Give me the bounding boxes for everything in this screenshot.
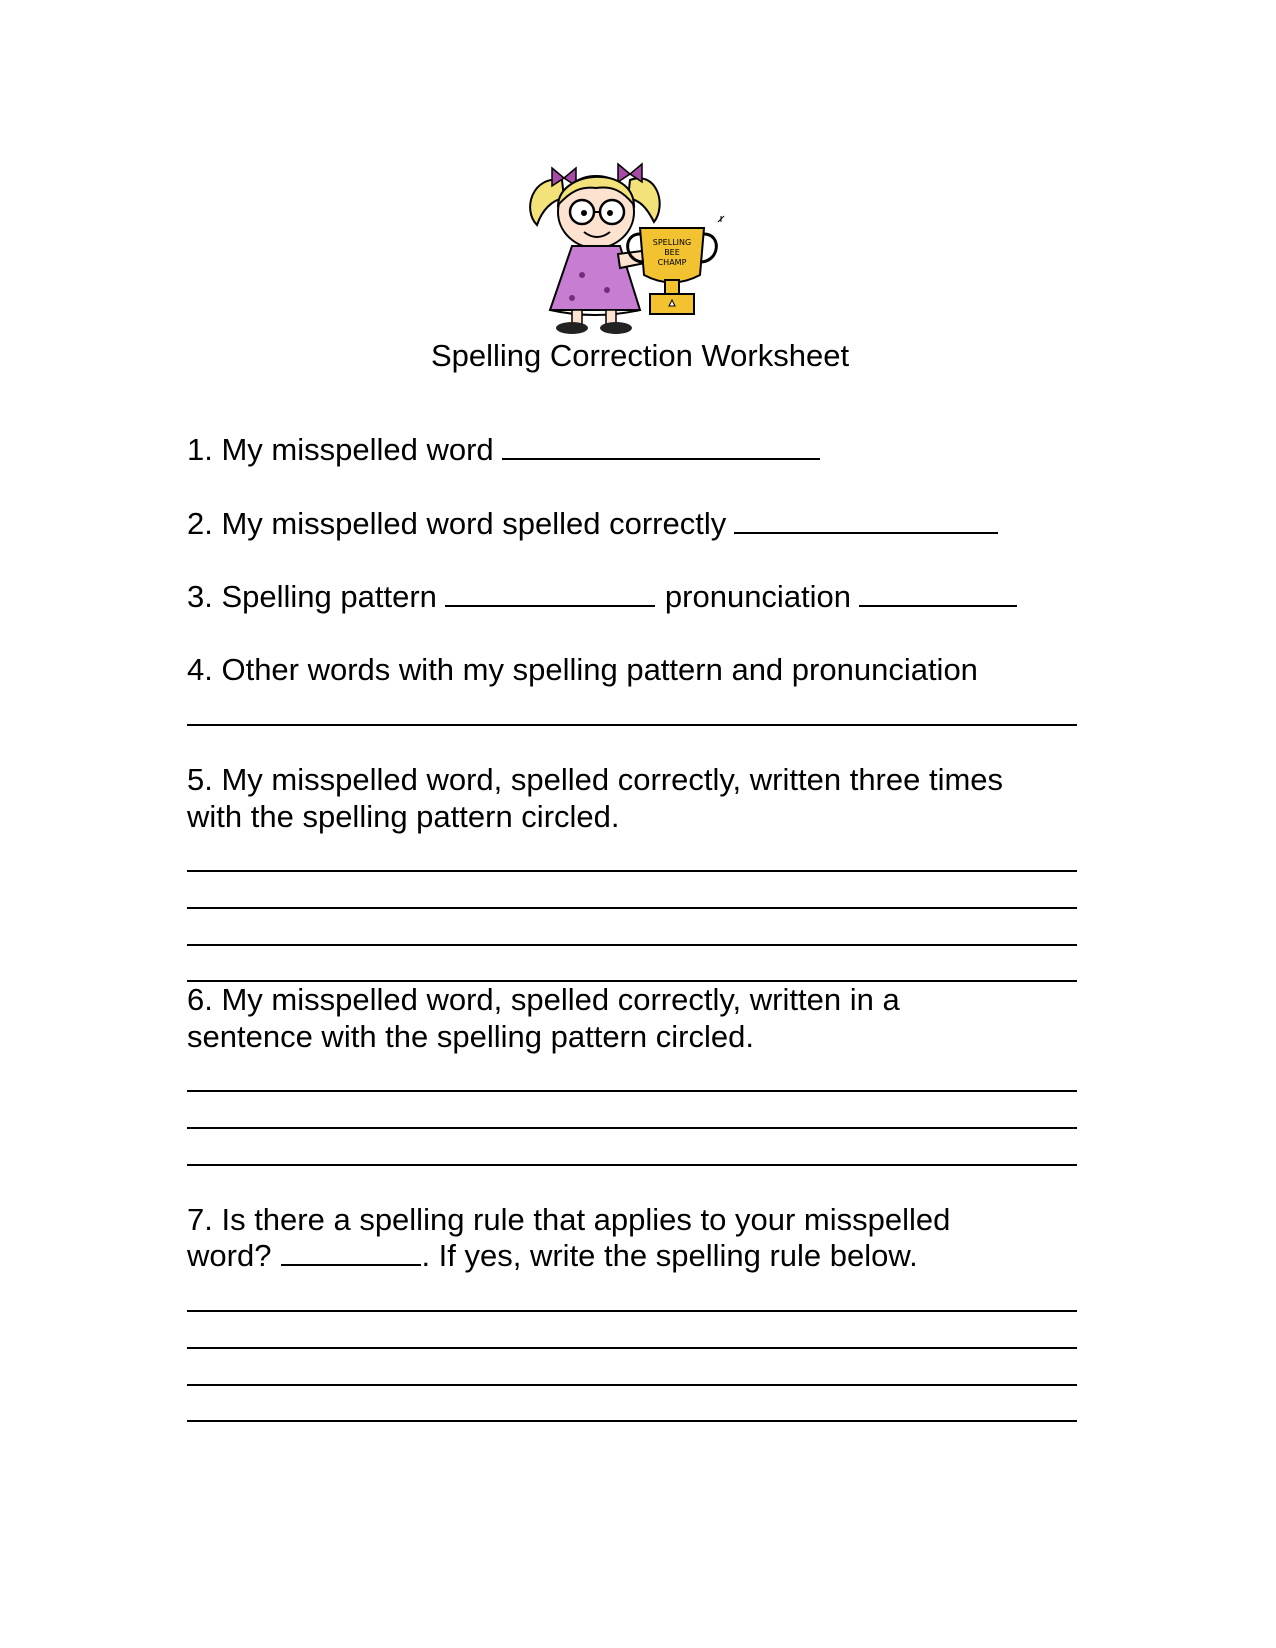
answer-blank[interactable]: [859, 604, 1017, 607]
answer-blank[interactable]: [502, 457, 820, 460]
answer-line[interactable]: [187, 1310, 1077, 1312]
question-3: 3. Spelling pattern pronunciation: [187, 579, 1017, 615]
question-5-line-2: with the spelling pattern circled.: [187, 799, 620, 834]
question-4: 4. Other words with my spelling pattern and pronunciation: [187, 652, 978, 687]
answer-line[interactable]: [187, 870, 1077, 872]
answer-line[interactable]: [187, 1164, 1077, 1166]
answer-line[interactable]: [187, 1347, 1077, 1349]
svg-text:CHAMP: CHAMP: [657, 258, 687, 267]
question-5-line-1: 5. My misspelled word, spelled correctly, written three times: [187, 762, 1004, 797]
answer-line[interactable]: [187, 907, 1077, 909]
svg-text:SPELLING: SPELLING: [652, 238, 692, 247]
answer-line[interactable]: [187, 724, 1077, 726]
girl-with-trophy-icon: [522, 150, 754, 335]
answer-line[interactable]: [187, 1384, 1077, 1386]
question-2: 2. My misspelled word spelled correctly: [187, 506, 998, 542]
question-1: 1. My misspelled word: [187, 432, 820, 468]
answer-line[interactable]: [187, 1420, 1077, 1422]
answer-line[interactable]: [187, 1127, 1077, 1129]
question-7-line-1: 7. Is there a spelling rule that applies to your misspelled: [187, 1202, 951, 1237]
answer-blank[interactable]: [281, 1263, 421, 1266]
page-title: Spelling Correction Worksheet: [430, 338, 850, 373]
answer-line[interactable]: [187, 1090, 1077, 1092]
answer-blank[interactable]: [445, 604, 655, 607]
answer-blank[interactable]: [734, 531, 998, 534]
answer-line[interactable]: [187, 944, 1077, 946]
question-6-line-2: sentence with the spelling pattern circled.: [187, 1019, 754, 1054]
question-7-line-2: word? . If yes, write the spelling rule below.: [187, 1238, 918, 1273]
question-6-line-1: 6. My misspelled word, spelled correctly, written in a: [187, 982, 900, 1017]
svg-text:BEE: BEE: [664, 248, 680, 257]
